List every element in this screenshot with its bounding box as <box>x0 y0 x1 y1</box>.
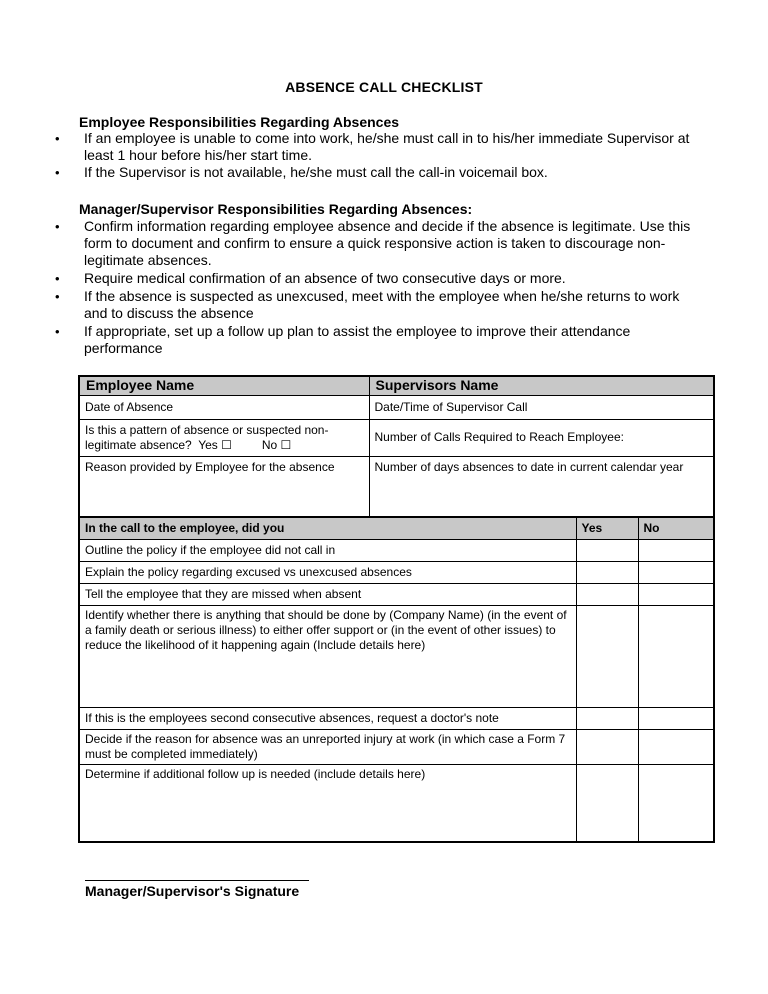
yes-cell[interactable] <box>576 707 638 729</box>
reason-field[interactable]: Reason provided by Employee for the absence <box>79 456 369 517</box>
no-cell[interactable] <box>638 583 714 605</box>
table-row-label: Outline the policy if the employee did not call in <box>79 539 576 561</box>
yes-cell[interactable] <box>576 764 638 842</box>
pattern-question-text: Is this a pattern of absence or suspected non-legitimate absence? <box>85 422 329 452</box>
table-row-label: Explain the policy regarding excused vs unexcused absences <box>79 561 576 583</box>
employee-responsibilities-heading: Employee Responsibilities Regarding Absences <box>79 114 400 130</box>
no-cell[interactable] <box>638 764 714 842</box>
calls-required-field[interactable]: Number of Calls Required to Reach Employee: <box>369 419 714 456</box>
list-item: • If the Supervisor is not available, he/she must call the call-in voicemail box. <box>55 164 695 181</box>
list-item: • If the absence is suspected as unexcused, meet with the employee when he/she returns to work and to discuss the absence <box>55 288 695 322</box>
yes-column-header: Yes <box>576 517 638 539</box>
no-checkbox[interactable]: No ☐ <box>261 437 292 452</box>
yes-cell[interactable] <box>576 539 638 561</box>
list-item: • Require medical confirmation of an absence of two consecutive days or more. <box>55 270 695 287</box>
table-row-label: Decide if the reason for absence was an unreported injury at work (in which case a Form 7 must be completed immediately) <box>79 729 576 764</box>
table-row-label: Tell the employee that they are missed when absent <box>79 583 576 605</box>
signature-line[interactable] <box>85 880 309 881</box>
table-row-label: If this is the employees second consecutive absences, request a doctor's note <box>79 707 576 729</box>
manager-responsibilities-heading: Manager/Supervisor Responsibilities Regarding Absences: <box>79 201 473 217</box>
list-item: • If appropriate, set up a follow up plan to assist the employee to improve their attendance performance <box>55 323 695 357</box>
checklist-header: In the call to the employee, did you <box>79 517 576 539</box>
yes-cell[interactable] <box>576 561 638 583</box>
table-row-label: Identify whether there is anything that should be done by (Company Name) (in the event of a family death or serious illness) to either offer support or (in the event of other issues) to reduce the likelihood of it happening again (Include details here) <box>79 605 576 707</box>
no-cell[interactable] <box>638 729 714 764</box>
yes-cell[interactable] <box>576 605 638 707</box>
yes-checkbox[interactable]: Yes ☐ <box>198 437 232 452</box>
table-row-label: Determine if additional follow up is needed (include details here) <box>79 764 576 842</box>
employee-responsibilities-list <box>55 130 695 182</box>
yes-cell[interactable] <box>576 583 638 605</box>
page-title: ABSENCE CALL CHECKLIST <box>285 79 483 95</box>
days-absences-field[interactable]: Number of days absences to date in current calendar year <box>369 456 714 517</box>
pattern-question-cell <box>79 419 369 456</box>
manager-responsibilities-list <box>55 218 695 358</box>
no-cell[interactable] <box>638 561 714 583</box>
list-item: • If an employee is unable to come into work, he/she must call in to his/her immediate Supervisor at least 1 hour before his/her start time. <box>55 130 695 164</box>
date-of-absence-field[interactable]: Date of Absence <box>79 395 369 419</box>
employee-name-field[interactable]: Employee Name <box>79 376 369 395</box>
no-cell[interactable] <box>638 605 714 707</box>
signature-label: Manager/Supervisor's Signature <box>85 883 300 899</box>
no-cell[interactable] <box>638 539 714 561</box>
yes-cell[interactable] <box>576 729 638 764</box>
list-item: • Confirm information regarding employee absence and decide if the absence is legitimate. Use this form to document and confirm to ensure a quick responsive action is taken to discourage non-legitimate absences. <box>55 218 695 270</box>
absence-info-table <box>78 375 715 518</box>
call-checklist-table <box>78 516 715 843</box>
supervisor-call-datetime-field[interactable]: Date/Time of Supervisor Call <box>369 395 714 419</box>
no-cell[interactable] <box>638 707 714 729</box>
no-column-header: No <box>638 517 714 539</box>
supervisor-name-field[interactable]: Supervisors Name <box>369 376 714 395</box>
